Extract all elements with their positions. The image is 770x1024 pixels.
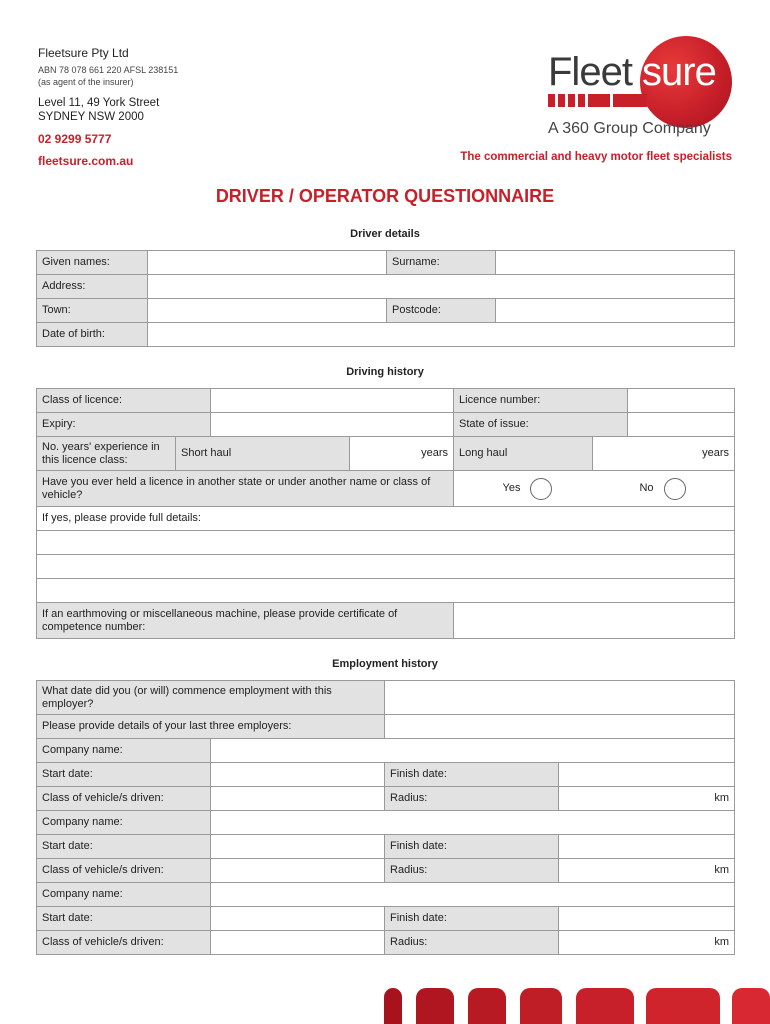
yes-label: Yes: [502, 482, 521, 494]
agent-text: (as agent of the insurer): [38, 77, 134, 87]
expiry-field[interactable]: [211, 413, 454, 437]
radius-unit-2: km: [714, 864, 730, 876]
yes-option[interactable]: [503, 478, 553, 500]
company-website: fleetsure.com.au: [38, 154, 134, 168]
expiry-label: Expiry:: [37, 413, 211, 437]
radius-unit-1: km: [714, 792, 730, 804]
radius-unit-3: km: [714, 936, 730, 948]
company-name-field-3[interactable]: [211, 883, 735, 907]
logo-group-text: A 360 Group Company: [548, 120, 711, 137]
if-yes-label: If yes, please provide full details:: [37, 507, 735, 531]
company-name-label-2: Company name:: [37, 811, 211, 835]
address-label: Address:: [37, 275, 148, 299]
page-title: DRIVER / OPERATOR QUESTIONNAIRE: [215, 186, 555, 206]
radius-label-2: Radius:: [385, 859, 559, 883]
radius-field-3[interactable]: [559, 931, 735, 955]
tagline: The commercial and heavy motor fleet specialists: [460, 151, 732, 163]
no-label: No: [639, 482, 654, 494]
years-experience-label: No. years' experience in this licence class:: [37, 437, 176, 471]
finish-date-field-1[interactable]: [559, 763, 735, 787]
footer-decorative-bars: [380, 988, 770, 1024]
class-driven-field-1[interactable]: [211, 787, 385, 811]
fleetsure-logo: [548, 32, 738, 142]
radius-label-3: Radius:: [385, 931, 559, 955]
no-radio[interactable]: [664, 478, 686, 500]
driving-history-table: [36, 388, 735, 639]
section-heading-driver-details: Driver details: [350, 228, 420, 240]
other-licence-options: [454, 471, 735, 507]
no-option[interactable]: [639, 478, 685, 500]
class-driven-label-3: Class of vehicle/s driven:: [37, 931, 211, 955]
class-driven-field-3[interactable]: [211, 931, 385, 955]
class-of-licence-field[interactable]: [211, 389, 454, 413]
surname-label: Surname:: [387, 251, 496, 275]
yes-radio[interactable]: [530, 478, 552, 500]
driver-details-table: [36, 250, 735, 347]
class-driven-label-1: Class of vehicle/s driven:: [37, 787, 211, 811]
postcode-field[interactable]: [496, 299, 735, 323]
commence-date-label: What date did you (or will) commence employment with this employer?: [37, 681, 385, 715]
long-haul-years-unit: years: [702, 447, 730, 459]
short-haul-years-unit: years: [421, 447, 449, 459]
company-name: Fleetsure Pty Ltd: [38, 46, 129, 60]
finish-date-field-2[interactable]: [559, 835, 735, 859]
address-field[interactable]: [148, 275, 735, 299]
class-driven-field-2[interactable]: [211, 859, 385, 883]
surname-field[interactable]: [496, 251, 735, 275]
details-line-2[interactable]: [37, 555, 735, 579]
start-date-field-3[interactable]: [211, 907, 385, 931]
start-date-label-2: Start date:: [37, 835, 211, 859]
start-date-label-1: Start date:: [37, 763, 211, 787]
logo-fleet-text: Fleet: [548, 50, 632, 94]
company-name-label-3: Company name:: [37, 883, 211, 907]
earthmoving-label: If an earthmoving or miscellaneous machine, please provide certificate of competence number:: [37, 603, 454, 639]
company-phone: 02 9299 5777: [38, 132, 112, 146]
start-date-field-2[interactable]: [211, 835, 385, 859]
start-date-label-3: Start date:: [37, 907, 211, 931]
logo-sure-text: sure: [642, 50, 716, 94]
state-of-issue-field[interactable]: [628, 413, 735, 437]
address-line-2: SYDNEY NSW 2000: [38, 111, 144, 123]
licence-number-label: Licence number:: [454, 389, 628, 413]
class-of-licence-label: Class of licence:: [37, 389, 211, 413]
radius-label-1: Radius:: [385, 787, 559, 811]
section-heading-employment-history: Employment history: [332, 658, 438, 670]
radius-field-1[interactable]: [559, 787, 735, 811]
company-name-field-2[interactable]: [211, 811, 735, 835]
radius-field-2[interactable]: [559, 859, 735, 883]
start-date-field-1[interactable]: [211, 763, 385, 787]
finish-date-label-3: Finish date:: [385, 907, 559, 931]
address-line-1: Level 11, 49 York Street: [38, 97, 160, 109]
section-heading-driving-history: Driving history: [346, 366, 424, 378]
company-name-label-1: Company name:: [37, 739, 211, 763]
short-haul-years-field[interactable]: [350, 437, 454, 471]
company-info: [38, 46, 178, 168]
finish-date-label-1: Finish date:: [385, 763, 559, 787]
employment-history-table: [36, 680, 735, 955]
details-line-1[interactable]: [37, 531, 735, 555]
given-names-field[interactable]: [148, 251, 387, 275]
state-of-issue-label: State of issue:: [454, 413, 628, 437]
last-three-employers-label: Please provide details of your last three employers:: [37, 715, 385, 739]
long-haul-years-field[interactable]: [593, 437, 735, 471]
finish-date-label-2: Finish date:: [385, 835, 559, 859]
company-abn: [38, 64, 178, 88]
finish-date-field-3[interactable]: [559, 907, 735, 931]
dob-field[interactable]: [148, 323, 735, 347]
short-haul-label: Short haul: [176, 437, 350, 471]
licence-number-field[interactable]: [628, 389, 735, 413]
last-three-employers-field: [385, 715, 735, 739]
logo-bars: [548, 94, 647, 107]
dob-label: Date of birth:: [37, 323, 148, 347]
commence-date-field[interactable]: [385, 681, 735, 715]
company-name-field-1[interactable]: [211, 739, 735, 763]
town-field[interactable]: [148, 299, 387, 323]
given-names-label: Given names:: [37, 251, 148, 275]
other-licence-question: Have you ever held a licence in another state or under another name or class of vehicle?: [37, 471, 454, 507]
abn-text: ABN 78 078 661 220 AFSL 238151: [38, 65, 179, 75]
town-label: Town:: [37, 299, 148, 323]
company-address: [38, 96, 178, 124]
class-driven-label-2: Class of vehicle/s driven:: [37, 859, 211, 883]
long-haul-label: Long haul: [454, 437, 593, 471]
postcode-label: Postcode:: [387, 299, 496, 323]
details-line-3[interactable]: [37, 579, 735, 603]
certificate-number-field[interactable]: [454, 603, 735, 639]
